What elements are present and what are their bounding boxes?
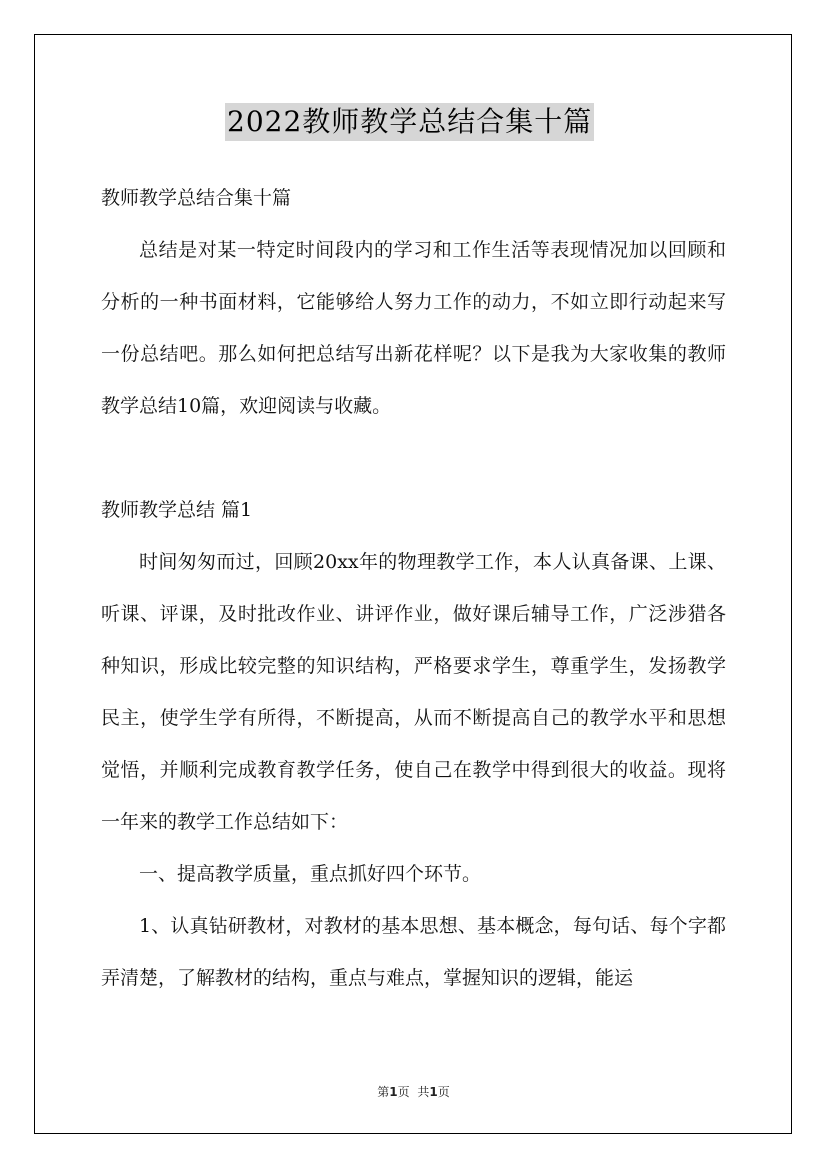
intro-paragraph: 总结是对某一特定时间段内的学习和工作生活等表现情况加以回顾和分析的一种书面材料，它能够给人努力工作的动力，不如立即行动起来写一份总结吧。那么如何把总结写出新花样呢？以下是我为大家收集的教师教学总结10篇，欢迎阅读与收藏。 [101, 239, 726, 417]
page-current: 1 [389, 1085, 398, 1099]
document-title: 2022教师教学总结合集十篇 [225, 103, 594, 141]
section-heading: 教师教学总结 篇1 [101, 499, 253, 521]
page-prefix: 第 [377, 1085, 390, 1099]
page-unit: 页 [397, 1085, 410, 1099]
section-paragraph: 时间匆匆而过，回顾20xx年的物理教学工作，本人认真备课、上课、听课、评课，及时批改作业、讲评作业，做好课后辅导工作，广泛涉猎各种知识，形成比较完整的知识结构，严格要求学生，尊重学生，发扬教学民主，使学生学有所得，不断提高，从而不断提高自己的教学水平和思想觉悟，并顺利完成教育教学任务，使自己在教学中得到很大的收益。现将一年来的教学工作总结如下： [101, 551, 726, 833]
section-point-item: 1、认真钻研教材，对教材的基本思想、基本概念，每句话、每个字都弄清楚，了解教材的结构，重点与难点，掌握知识的逻辑，能运 [101, 915, 726, 989]
document-subtitle: 教师教学总结合集十篇 [101, 187, 292, 209]
page-total: 1 [429, 1085, 438, 1099]
document-body [101, 172, 726, 1004]
page-footer [0, 1084, 827, 1100]
section-point-heading: 一、提高教学质量，重点抓好四个环节。 [139, 863, 482, 885]
paragraph-spacer [101, 432, 726, 484]
total-prefix: 共 [417, 1085, 430, 1099]
total-unit: 页 [437, 1085, 450, 1099]
